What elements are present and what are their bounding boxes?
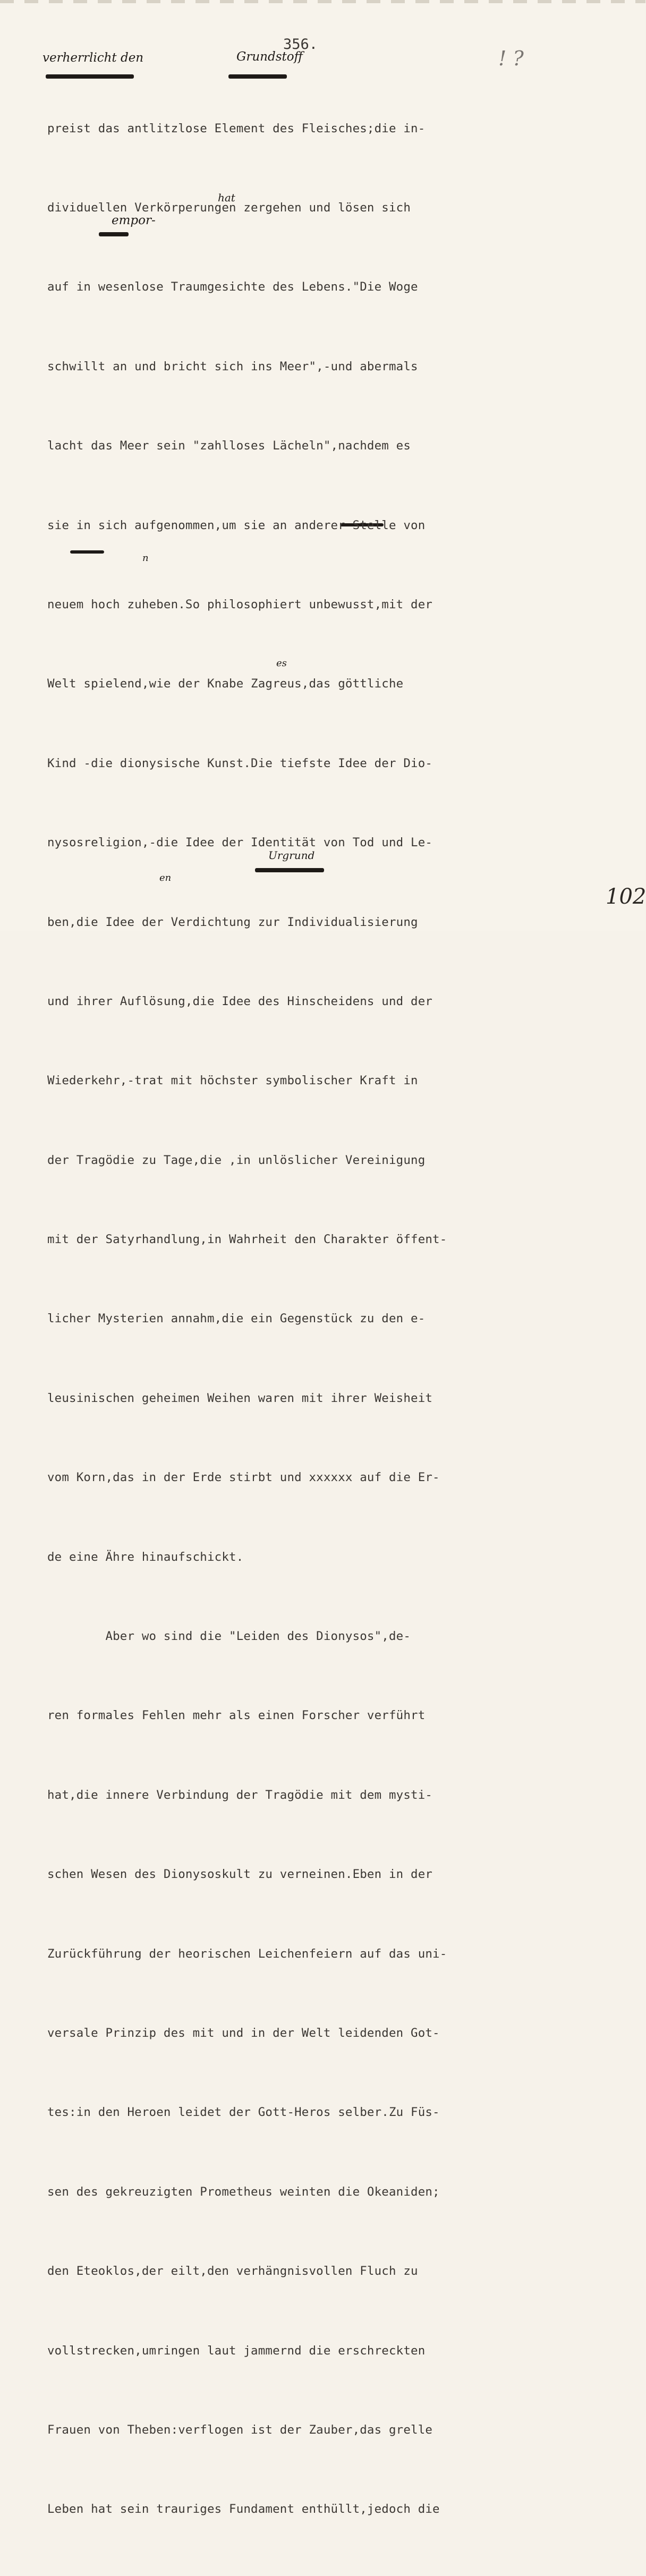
text-line: licher Mysterien annahm,die ein Gegenstück zu den e- xyxy=(47,1312,426,1326)
margin-note: ! ? xyxy=(498,47,524,70)
text-line: vollstrecken,umringen laut jammernd die erschreckten xyxy=(47,2343,426,2358)
annotation-verherrlicht: verherrlicht den xyxy=(42,51,144,65)
annotation-en: en xyxy=(159,872,172,883)
text-line: Frauen von Theben:verflogen ist der Zauber,das grelle xyxy=(47,2422,433,2437)
typed-text xyxy=(47,63,605,2576)
annotation-urgrund: Urgrund xyxy=(268,849,315,862)
text-line: hat,die innere Verbindung der Tragödie mit dem mysti- xyxy=(47,1788,433,1802)
text-line: dividuellen Verkörperungen zergehen und lösen sich xyxy=(47,200,411,215)
text-line: schwillt an und bricht sich ins Meer",-und abermals xyxy=(47,359,418,373)
text-line: Welt spielend,wie der Knabe Zagreus,das göttliche xyxy=(47,677,404,691)
text-line: Aber wo sind die "Leiden des Dionysos",de- xyxy=(47,1629,411,1644)
text-line: Leben hat sein trauriges Fundament enthüllt,jedoch die xyxy=(47,2502,440,2517)
text-line: auf in wesenlose Traumgesichte des Lebens."Die Woge xyxy=(47,280,418,294)
text-line: ren formales Fehlen mehr als einen Forscher verführt xyxy=(47,1708,426,1723)
text-line: versale Prinzip des mit und in der Welt leidenden Got- xyxy=(47,2026,440,2040)
text-line: mit der Satyrhandlung,in Wahrheit den Charakter öffent- xyxy=(47,1232,447,1247)
text-line: und ihrer Auflösung,die Idee des Hinscheidens und der xyxy=(47,994,433,1008)
text-line: schen Wesen des Dionysoskult zu verneinen.Eben in der xyxy=(47,1867,433,1882)
text-line: lacht das Meer sein "zahlloses Lächeln",nachdem es xyxy=(47,439,411,453)
text-line: leusinischen geheimen Weihen waren mit ihrer Weisheit xyxy=(47,1391,433,1405)
page-number: 356. xyxy=(283,36,318,53)
page-edge xyxy=(0,0,645,3)
text-line: der Tragödie zu Tage,die ,in unlöslicher Vereinigung xyxy=(47,1153,426,1167)
text-line: Kind -die dionysische Kunst.Die tiefste Idee der Dio- xyxy=(47,756,433,770)
text-line: Wiederkehr,-trat mit höchster symbolischer Kraft in xyxy=(47,1074,418,1088)
text-line: sie in sich aufgenommen,um sie an anderer Stelle von xyxy=(47,518,426,532)
annotation-empor: empor- xyxy=(112,214,156,227)
annotation-es: es xyxy=(276,658,287,669)
annotation-hat: hat xyxy=(218,191,235,204)
text-line: sen des gekreuzigten Prometheus weinten die Okeaniden; xyxy=(47,2184,440,2199)
text-line: preist das antlitzlose Element des Fleisches;die in- xyxy=(47,121,426,135)
folio-number: 102 xyxy=(606,885,646,909)
text-line: tes:in den Heroen leidet der Gott-Heros selber.Zu Füs- xyxy=(47,2105,440,2120)
text-line: den Eteoklos,der eilt,den verhängnisvollen Fluch zu xyxy=(47,2264,418,2279)
text-line: Zurückführung der heorischen Leichenfeiern auf das uni- xyxy=(47,1946,447,1961)
text-line: vom Korn,das in der Erde stirbt und xxxxxx auf die Er- xyxy=(47,1470,440,1485)
annotation-grundstoff: Grundstoff xyxy=(236,50,303,64)
text-line: nysosreligion,-die Idee der Identität von Tod und Le- xyxy=(47,836,433,850)
text-line: ben,die Idee der Verdichtung zur Individualisierung xyxy=(47,915,418,929)
annotation-n: n xyxy=(142,552,149,564)
text-line: neuem hoch zuheben.So philosophiert unbewusst,mit der xyxy=(47,597,433,611)
text-line: de eine Ähre hinaufschickt. xyxy=(47,1550,244,1564)
